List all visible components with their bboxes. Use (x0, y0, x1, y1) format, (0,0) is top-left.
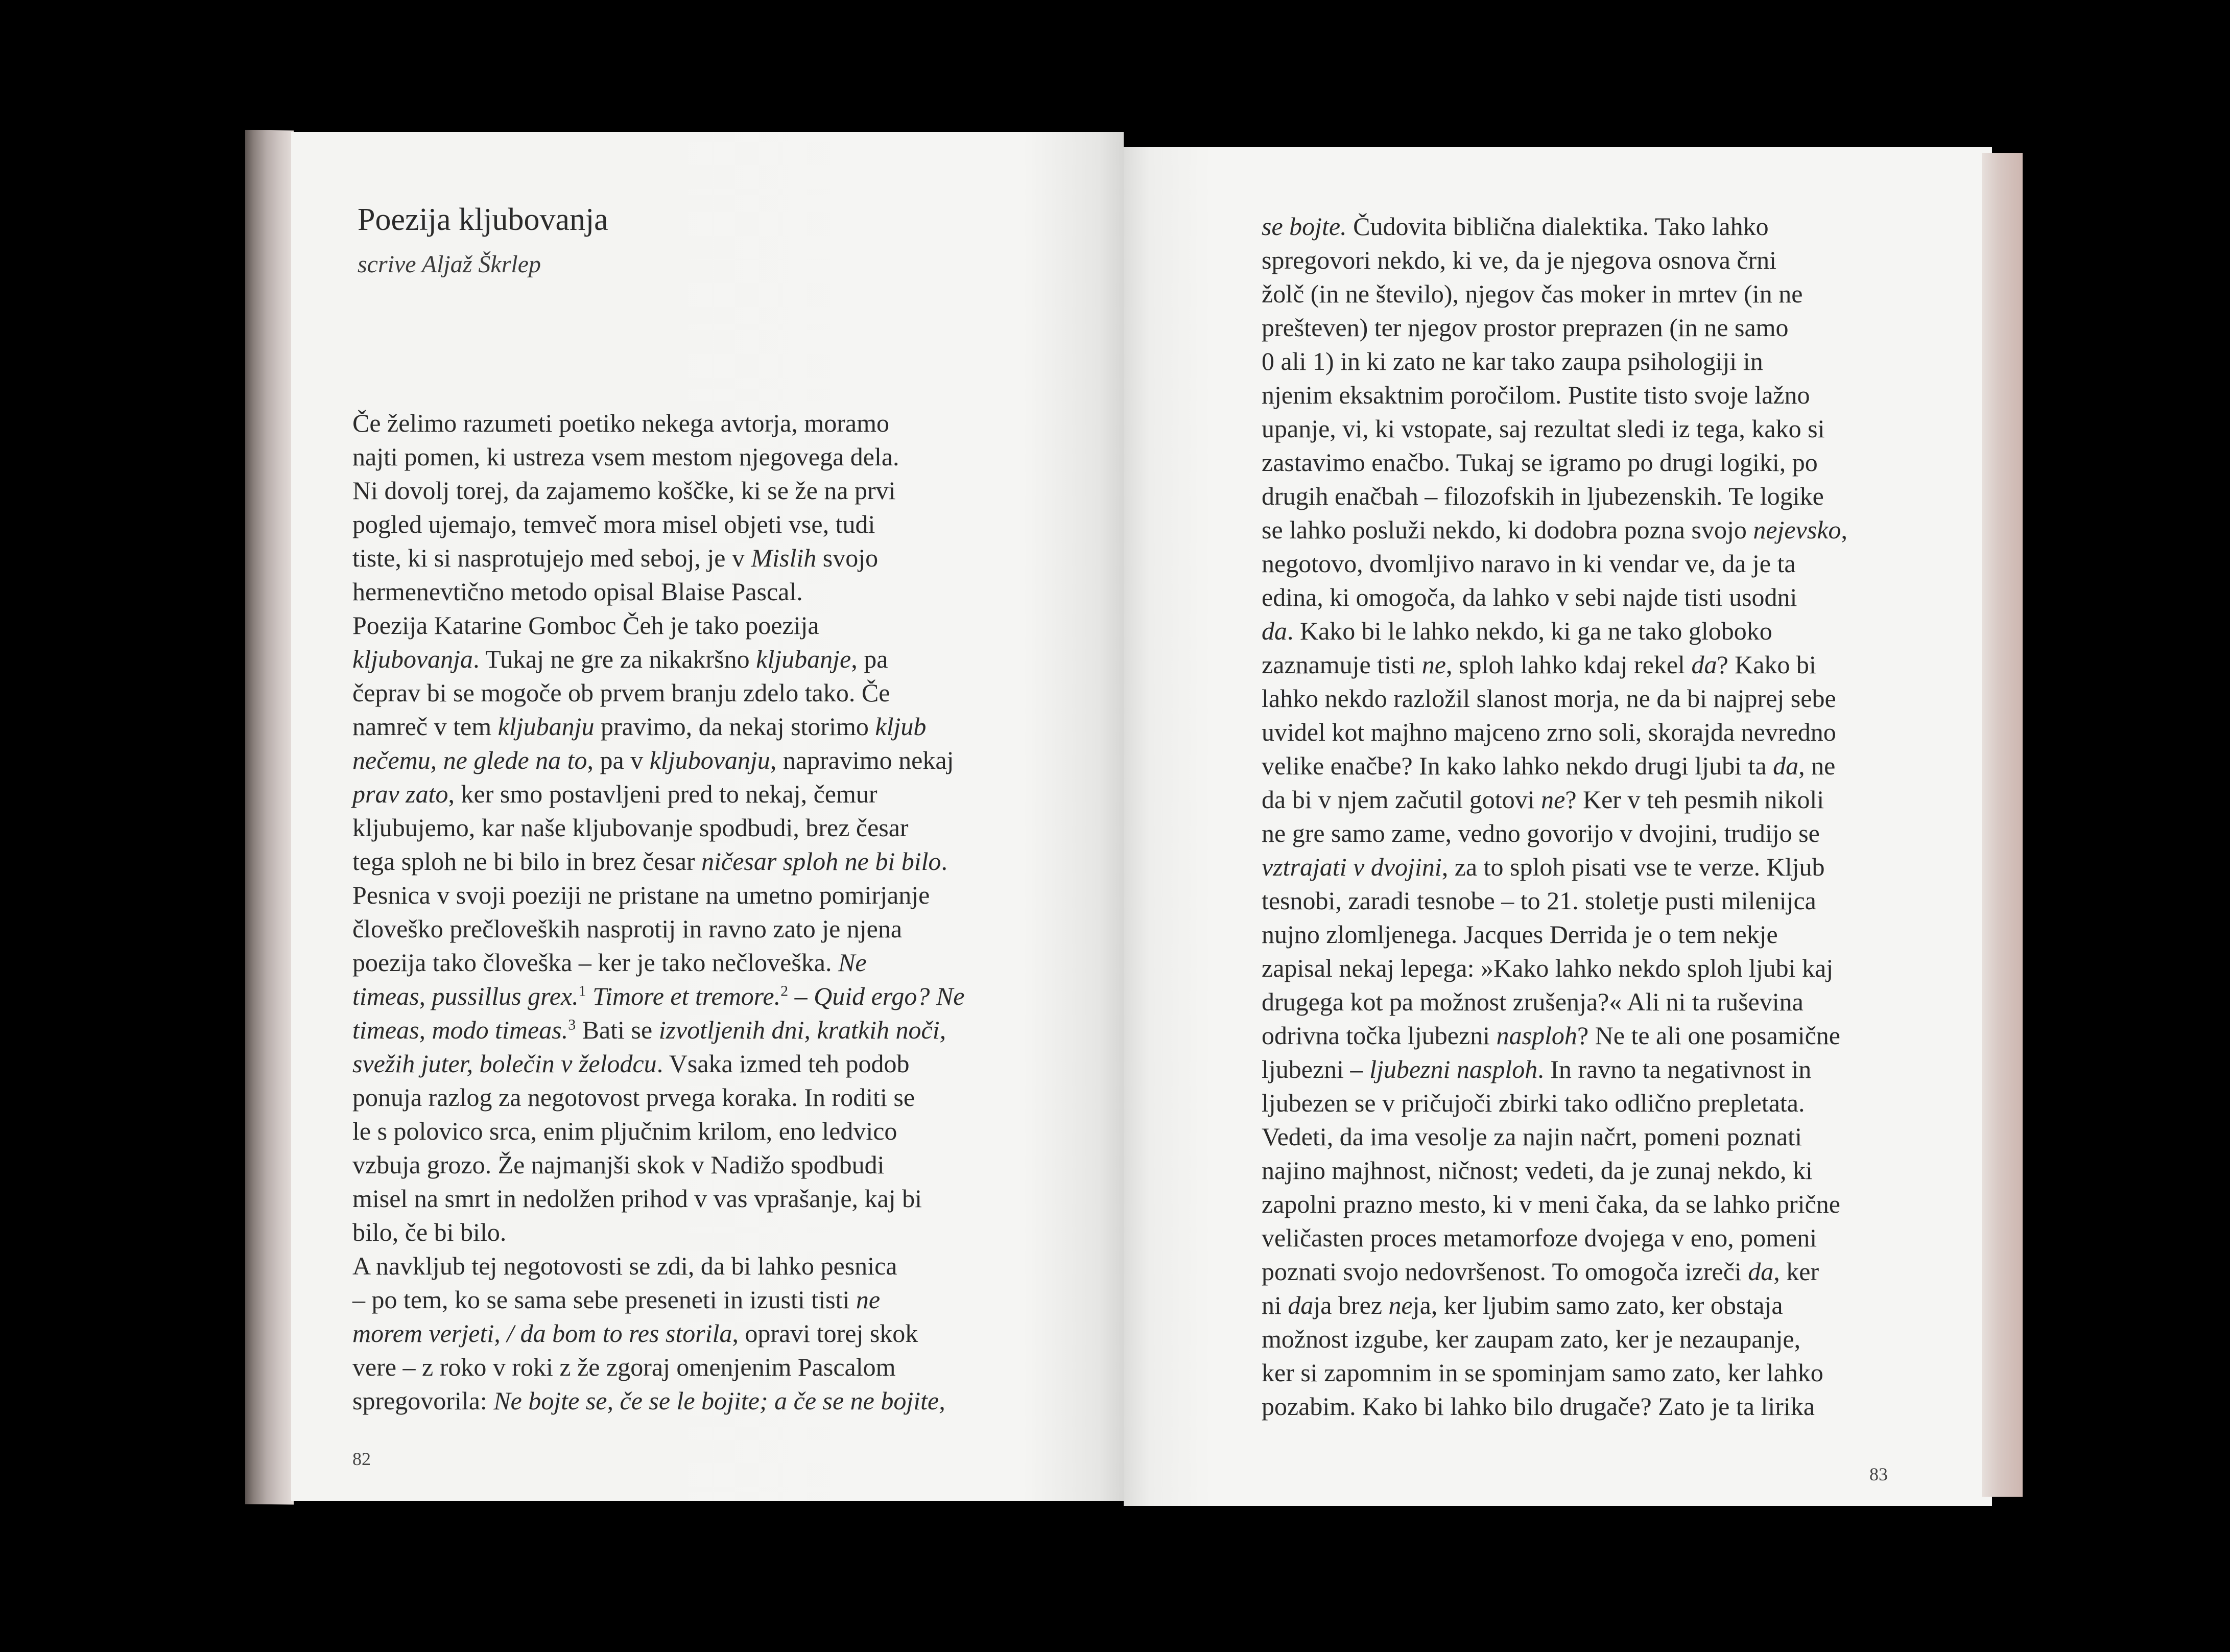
text-run: zapisal nekaj lepega: »Kako lahko nekdo sploh ljubi kaj (1262, 954, 1834, 982)
text-run: ? Kako bi (1717, 650, 1816, 679)
text-line (1262, 580, 1847, 614)
text-line (1262, 1322, 1847, 1356)
italic-text: nejevsko (1753, 515, 1841, 544)
text-line (1262, 1255, 1847, 1288)
text-run: . Tukaj ne gre za nikakršno (473, 645, 756, 673)
text-line (352, 777, 964, 811)
text-line (1262, 1086, 1847, 1120)
italic-text: da (1773, 751, 1799, 780)
text-line (352, 575, 964, 608)
italic-text: Quid ergo? Ne (814, 982, 965, 1010)
text-run: svojo (816, 544, 879, 572)
text-run: . In ravno ta negativnost in (1537, 1055, 1812, 1083)
italic-text: kljubanje (756, 645, 851, 673)
text-line (352, 710, 964, 743)
text-run: , napravimo nekaj (770, 746, 954, 774)
text-run: , pa (851, 645, 888, 673)
text-line (352, 642, 964, 676)
text-line (1262, 445, 1847, 479)
italic-text: ne (1541, 785, 1565, 814)
italic-text: Ne bojte se, če se le bojite; a če se ne bojite, (493, 1386, 945, 1415)
page-number-left: 82 (352, 1449, 371, 1469)
text-line (352, 811, 964, 844)
italic-text: kljub (875, 712, 927, 741)
text-line (1262, 1288, 1847, 1322)
text-run: A navkljub tej negotovosti se zdi, da bi lahko pesnica (352, 1252, 897, 1280)
text-run: , sploh lahko kdaj rekel (1445, 650, 1692, 679)
italic-text: Mislih (751, 544, 817, 572)
italic-text: Timore et tremore. (586, 982, 781, 1010)
footnote-marker: 3 (568, 1016, 576, 1033)
italic-text: nečemu, ne glede na to (352, 746, 587, 774)
text-run: zaznamuje tisti (1262, 650, 1422, 679)
text-run: nujno zlomljenega. Jacques Derrida je o tem nekje (1262, 920, 1778, 949)
text-line (1262, 547, 1847, 580)
italic-text: ne (856, 1285, 881, 1314)
text-line (352, 1013, 964, 1047)
italic-text: izvotljenih dni, kratkih noči, (658, 1016, 946, 1044)
text-line (352, 1283, 964, 1316)
text-run: ne gre samo zame, vedno govorijo v dvojini, trudijo se (1262, 819, 1820, 847)
text-run: , pa v (587, 746, 650, 774)
italic-text: ljubezni nasploh (1369, 1055, 1538, 1083)
italic-text: timeas, pussillus grex. (352, 982, 579, 1010)
text-line (1262, 277, 1847, 311)
text-run: ponuja razlog za negotovost prvega koraka. In roditi se (352, 1083, 915, 1112)
text-line (1262, 311, 1847, 344)
text-run: hermenevtično metodo opisal Blaise Pascal. (352, 577, 803, 606)
italic-text: da (1748, 1257, 1774, 1286)
text-line (1262, 648, 1847, 681)
text-run: človeško prečloveških nasprotij in ravno zato je njena (352, 914, 903, 943)
text-line (1262, 344, 1847, 378)
text-line (352, 1047, 964, 1080)
text-run: le s polovico srca, enim pljučnim krilom, eno ledvico (352, 1117, 897, 1145)
text-line (1262, 951, 1847, 985)
text-run: , opravi torej skok (732, 1319, 918, 1348)
text-run: Bati se (576, 1016, 659, 1044)
text-run: čeprav bi se mogoče ob prvem branju zdelo tako. Če (352, 678, 890, 707)
text-run: prešteven) ter njegov prostor preprazen (in ne samo (1262, 313, 1789, 342)
text-line (1262, 850, 1847, 884)
text-run: Pesnica v svoji poeziji ne pristane na umetno pomirjanje (352, 881, 930, 909)
italic-text: da (1288, 1291, 1314, 1319)
italic-text: se bojte. (1262, 212, 1347, 241)
text-run: uvidel kot majhno majceno zrno soli, skorajda nevredno (1262, 718, 1836, 746)
italic-text: da (1691, 650, 1717, 679)
text-line (1262, 917, 1847, 951)
italic-text: prav zato (352, 780, 448, 808)
italic-text: da (1262, 617, 1287, 645)
book-fore-edge-left (245, 130, 294, 1505)
text-line (1262, 1052, 1847, 1086)
text-run: ja brez (1313, 1291, 1389, 1319)
text-line (1262, 715, 1847, 749)
footnote-marker: 1 (578, 982, 586, 1000)
text-run: njenim eksaktnim poročilom. Pustite tisto svoje lažno (1262, 381, 1810, 409)
text-run: edina, ki omogoča, da lahko v sebi najde tisti usodni (1262, 583, 1797, 611)
text-run: najino majhnost, ničnost; vedeti, da je zunaj nekdo, ki (1262, 1156, 1813, 1185)
text-line (352, 1215, 964, 1249)
text-line (352, 1249, 964, 1283)
italic-text: vztrajati v dvojini (1262, 853, 1442, 881)
text-line (352, 440, 964, 474)
text-run: , za to sploh pisati vse te verze. Kljub (1441, 853, 1825, 881)
italic-text: kljubovanju (649, 746, 770, 774)
text-line (1262, 681, 1847, 715)
text-run: spregovorila: (352, 1386, 494, 1415)
left-page-body-text (352, 406, 964, 1418)
text-run: možnost izgube, ker zaupam zato, ker je nezaupanje, (1262, 1325, 1801, 1353)
text-line (352, 1114, 964, 1148)
text-run: ni (1262, 1291, 1288, 1319)
italic-text: morem verjeti, / da bom to res storila (352, 1319, 732, 1348)
text-line (1262, 412, 1847, 445)
right-page-body-text (1262, 209, 1847, 1423)
text-run: tiste, ki si nasprotujejo med seboj, je v (352, 544, 751, 572)
text-run: žolč (in ne število), njegov čas moker in mrtev (in ne (1262, 279, 1803, 308)
text-run: pravimo, da nekaj storimo (594, 712, 875, 741)
text-run: – (788, 982, 814, 1010)
text-line (1262, 243, 1847, 277)
text-line (352, 878, 964, 912)
text-line (1262, 378, 1847, 412)
article-byline: scrive Aljaž Škrlep (358, 251, 541, 278)
text-run: se lahko posluži nekdo, ki dodobra pozna svojo (1262, 515, 1753, 544)
text-line (352, 541, 964, 575)
text-line (1262, 1120, 1847, 1153)
text-line (352, 946, 964, 979)
article-title: Poezija kljubovanja (358, 202, 608, 237)
text-run: zapolni prazno mesto, ki v meni čaka, da se lahko prične (1262, 1190, 1840, 1218)
text-run: bilo, če bi bilo. (352, 1218, 507, 1246)
text-run: zastavimo enačbo. Tukaj se igramo po drugi logiki, po (1262, 448, 1818, 477)
text-run: pozabim. Kako bi lahko bilo drugače? Zato je ta lirika (1262, 1392, 1815, 1421)
text-line (352, 507, 964, 541)
text-run: . (941, 847, 948, 876)
text-line (1262, 1153, 1847, 1187)
text-line (352, 1384, 964, 1418)
text-run: Če želimo razumeti poetiko nekega avtorja, moramo (352, 409, 890, 437)
text-line (1262, 1389, 1847, 1423)
text-run: ljubezni – (1262, 1055, 1370, 1083)
text-run: ? Ker v teh pesmih nikoli (1565, 785, 1824, 814)
italic-text: timeas, modo timeas. (352, 1016, 568, 1044)
text-run: vere – z roko v roki z že zgoraj omenjenim Pascalom (352, 1353, 896, 1381)
text-run: najti pomen, ki ustreza vsem mestom njegovega dela. (352, 442, 899, 471)
text-line (1262, 884, 1847, 917)
text-line (352, 608, 964, 642)
text-run: namreč v tem (352, 712, 498, 741)
text-run: pogled ujemajo, temveč mora misel objeti vse, tudi (352, 510, 875, 538)
italic-text: svežih juter, bolečin v želodcu (352, 1049, 657, 1078)
text-run: tega sploh ne bi bilo in brez česar (352, 847, 702, 876)
italic-text: ne (1421, 650, 1446, 679)
text-run: odrivna točka ljubezni (1262, 1021, 1497, 1050)
text-run: da bi v njem začutil gotovi (1262, 785, 1541, 814)
text-line (352, 979, 964, 1013)
text-line (352, 1080, 964, 1114)
text-line (1262, 1221, 1847, 1255)
text-line (1262, 783, 1847, 816)
text-line (352, 676, 964, 710)
text-run: Ni dovolj torej, da zajamemo koščke, ki se že na prvi (352, 476, 896, 505)
italic-text: nasploh (1496, 1021, 1577, 1050)
text-line (352, 1316, 964, 1350)
text-line (1262, 985, 1847, 1019)
text-line (352, 844, 964, 878)
text-run: Vedeti, da ima vesolje za najin načrt, pomeni poznati (1262, 1122, 1802, 1151)
text-run: velike enačbe? In kako lahko nekdo drugi ljubi ta (1262, 751, 1773, 780)
text-run: misel na smrt in nedolžen prihod v vas vprašanje, kaj bi (352, 1184, 922, 1213)
text-run: negotovo, dvomljivo naravo in ki vendar ve, da je ta (1262, 549, 1796, 578)
text-run: drugih enačbah – filozofskih in ljubezenskih. Te logike (1262, 482, 1824, 510)
text-line (1262, 1187, 1847, 1221)
text-run: poezija tako človeška – ker je tako nečloveška. (352, 948, 839, 977)
text-run: , ker smo postavljeni pred to nekaj, čemur (448, 780, 877, 808)
text-run: upanje, vi, ki vstopate, saj rezultat sledi iz tega, kako si (1262, 414, 1825, 443)
text-run: , ker (1773, 1257, 1819, 1286)
text-run: tesnobi, zaradi tesnobe – to 21. stoletje pusti milenijca (1262, 886, 1816, 915)
text-run: 0 ali 1) in ki zato ne kar tako zaupa psihologiji in (1262, 347, 1763, 375)
italic-text: Ne (838, 948, 867, 977)
text-line (1262, 614, 1847, 648)
italic-text: kljubovanja (352, 645, 473, 673)
text-run: ker si zapomnim in se spominjam samo zato, ker lahko (1262, 1358, 1823, 1387)
italic-text: ne (1388, 1291, 1413, 1319)
text-line (1262, 1356, 1847, 1389)
text-run: spregovori nekdo, ki ve, da je njegova osnova črni (1262, 246, 1777, 274)
text-run: poznati svojo nedovršenost. To omogoča izreči (1262, 1257, 1748, 1286)
italic-text: kljubanju (497, 712, 595, 741)
text-run: lahko nekdo razložil slanost morja, ne da bi najprej sebe (1262, 684, 1836, 713)
text-run: ? Ne te ali one posamične (1577, 1021, 1841, 1050)
text-run: Poezija Katarine Gomboc Čeh je tako poezija (352, 611, 819, 640)
text-line (352, 474, 964, 507)
text-run: vzbuja grozo. Že najmanjši skok v Nadižo spodbudi (352, 1150, 885, 1179)
text-run: , (1841, 515, 1847, 544)
text-run: kljubujemo, kar naše kljubovanje spodbudi, brez česar (352, 813, 909, 842)
text-line (352, 406, 964, 440)
text-line (1262, 209, 1847, 243)
text-run: . Vsaka izmed teh podob (656, 1049, 910, 1078)
text-run: Čudovita biblična dialektika. Tako lahko (1346, 212, 1769, 241)
text-run: . Kako bi le lahko nekdo, ki ga ne tako globoko (1287, 617, 1772, 645)
text-line (1262, 513, 1847, 547)
text-run: ja, ker ljubim samo zato, ker obstaja (1412, 1291, 1783, 1319)
text-line (352, 1350, 964, 1384)
page-number-right: 83 (1869, 1464, 1888, 1484)
book-fore-edge-right (1982, 153, 2023, 1497)
text-run: , ne (1798, 751, 1836, 780)
text-run: – po tem, ko se sama sebe preseneti in izusti tisti (352, 1285, 856, 1314)
text-run: ljubezen se v pričujoči zbirki tako odlično prepletata. (1262, 1089, 1805, 1117)
text-line (352, 912, 964, 946)
text-run: drugega kot pa možnost zrušenja?« Ali ni ta ruševina (1262, 987, 1804, 1016)
footnote-marker: 2 (780, 982, 789, 1000)
text-run: veličasten proces metamorfoze dvojega v eno, pomeni (1262, 1223, 1817, 1252)
text-line (1262, 749, 1847, 783)
italic-text: ničesar sploh ne bi bilo (701, 847, 941, 876)
text-line (1262, 816, 1847, 850)
text-line (352, 1182, 964, 1215)
text-line (352, 1148, 964, 1182)
text-line (352, 743, 964, 777)
text-line (1262, 479, 1847, 513)
text-line (1262, 1019, 1847, 1052)
